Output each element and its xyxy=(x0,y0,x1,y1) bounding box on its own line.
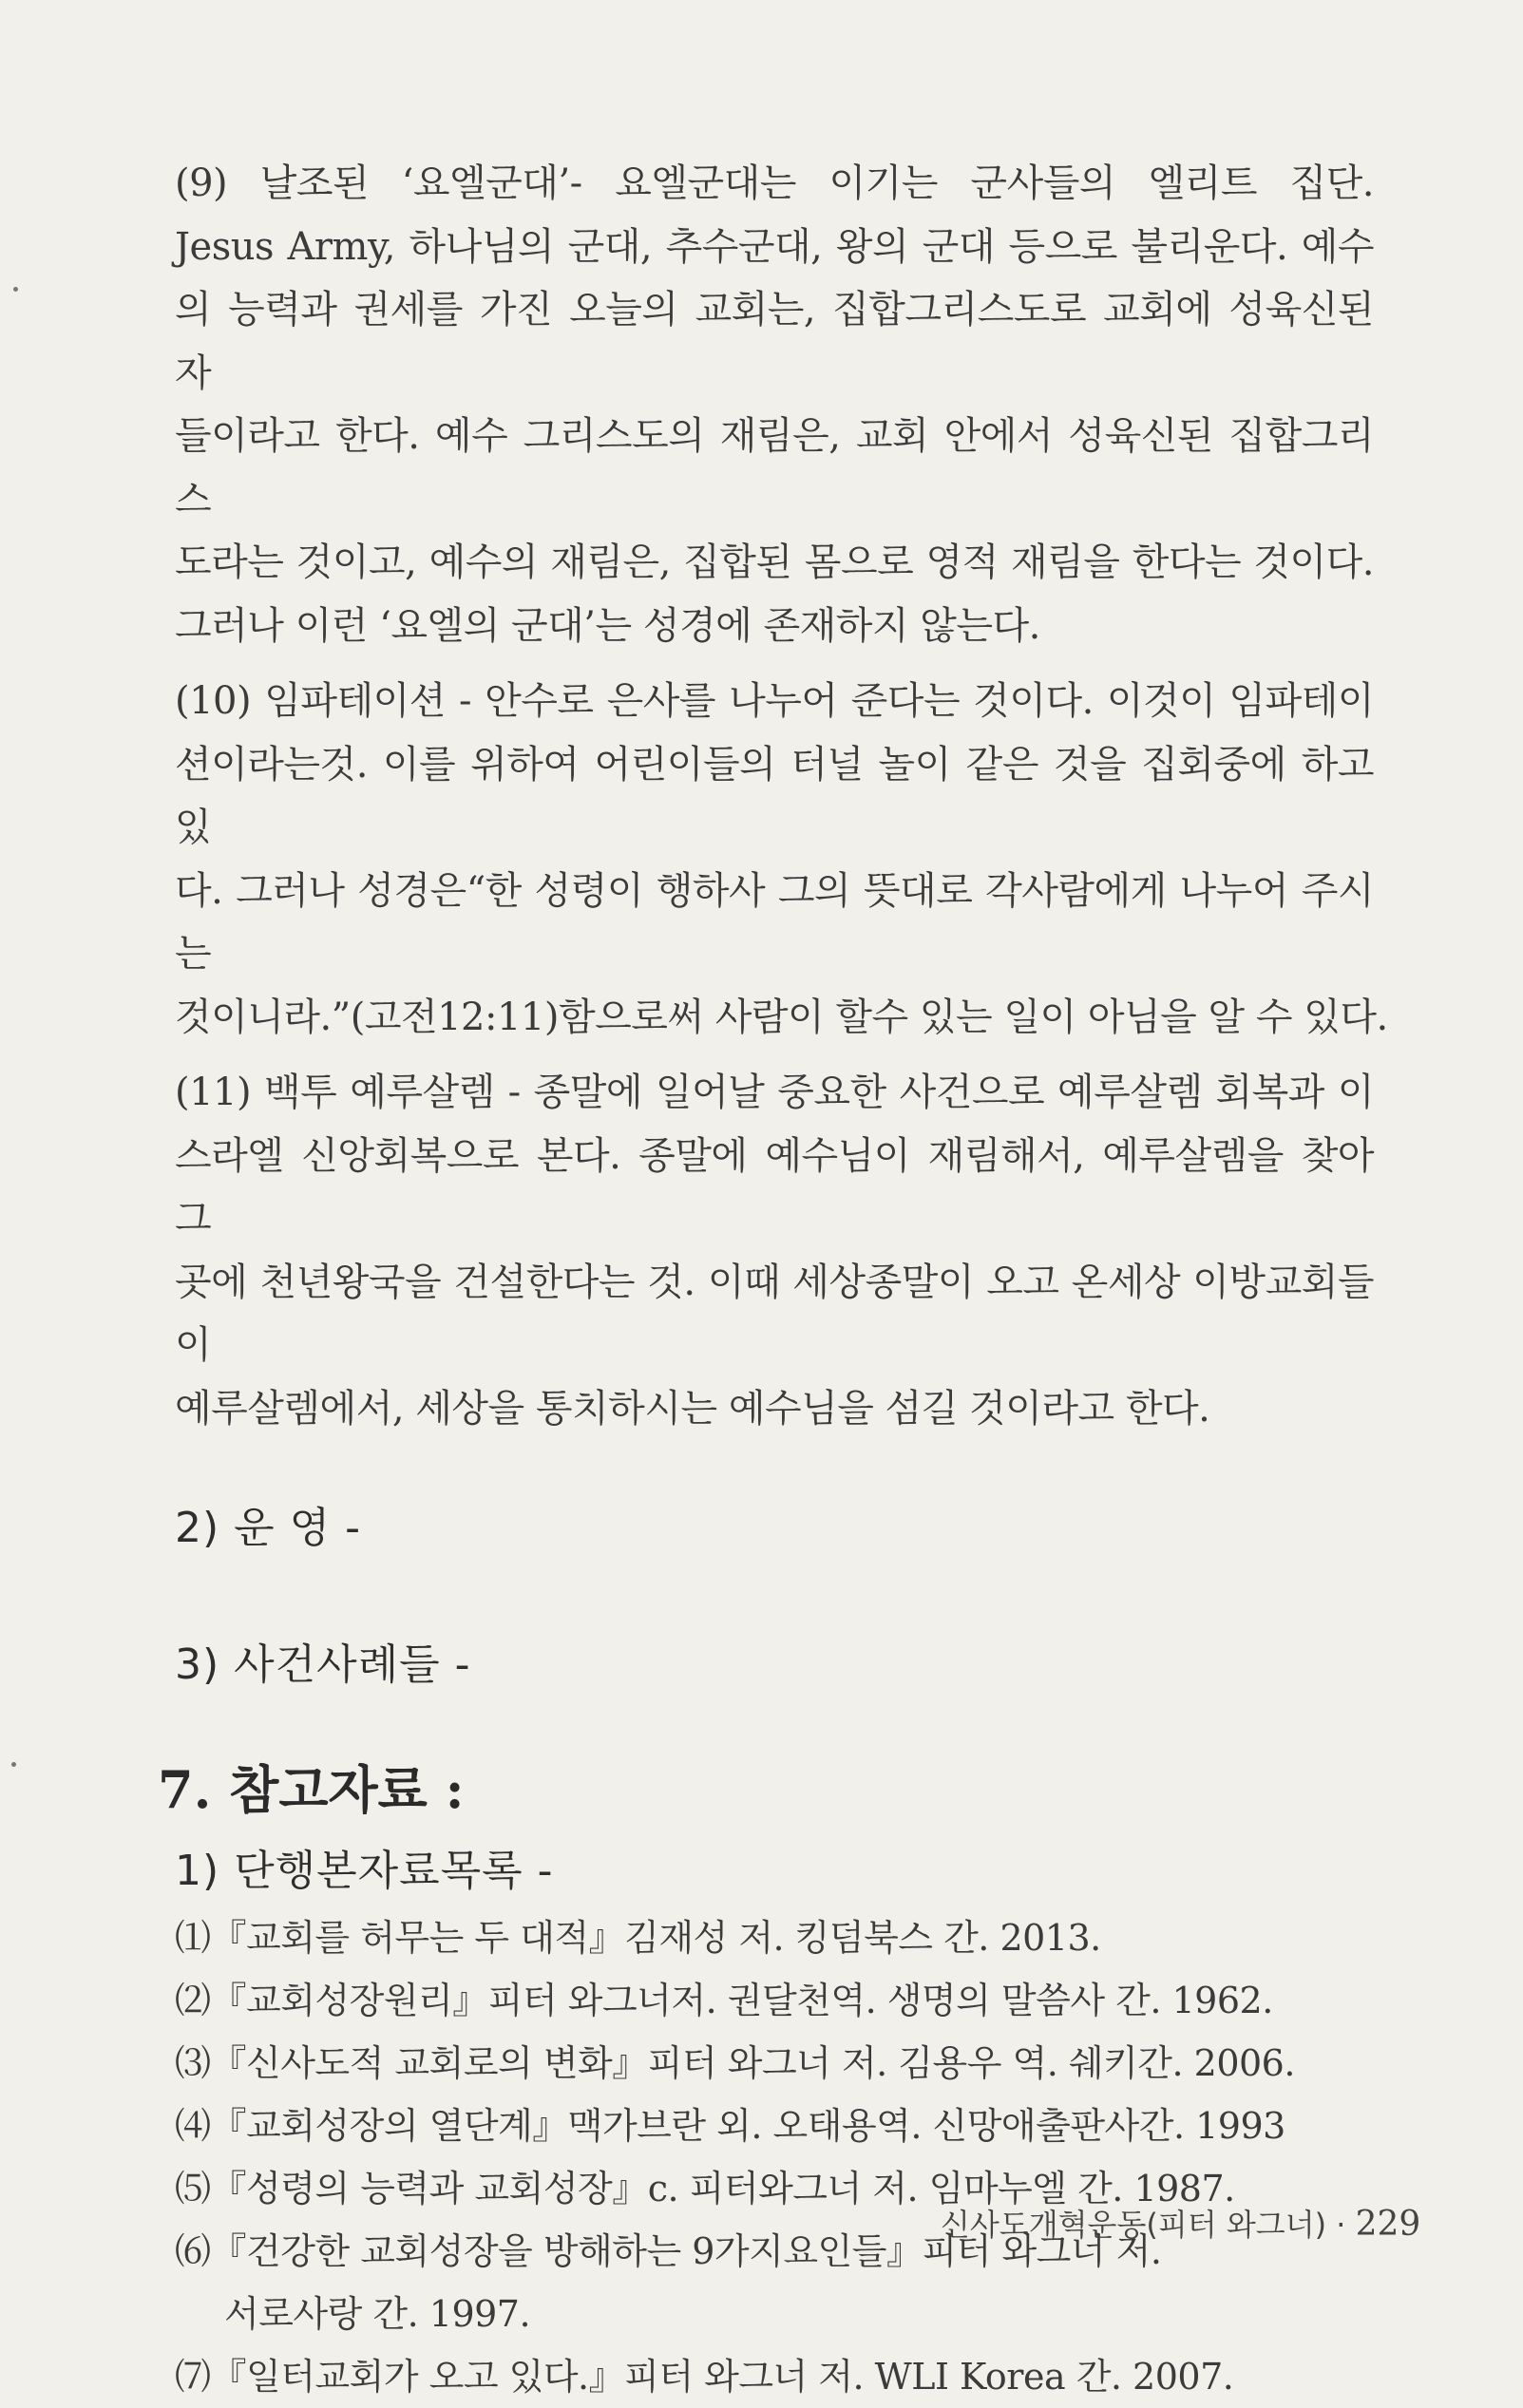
page-footer xyxy=(941,2201,1421,2245)
text-line: 그러나 이런 ‘요엘의 군대’는 성경에 존재하지 않는다. xyxy=(175,603,1040,648)
running-title: 신사도개혁운동(피터 와그너) xyxy=(941,2207,1327,2243)
heading-monographs: 1) 단행본자료목록 - xyxy=(175,1847,554,1895)
text-line: (9) 날조된 ‘요엘군대’- 요엘군대는 이기는 군사들의 엘리트 집단. xyxy=(175,161,1374,205)
reference-item: ⑷『교회성장의 열단계』맥가브란 외. 오태용역. 신망애출판사간. 1993 xyxy=(175,2105,1285,2147)
reference-continuation: 서로사랑 간. 1997. xyxy=(224,2293,531,2335)
text-line: 스라엘 신앙회복으로 본다. 종말에 예수님이 재림해서, 예루살렘을 찾아 그 xyxy=(175,1133,1374,1241)
reference-item: ⑴『교회를 허무는 두 대적』김재성 저. 킹덤북스 간. 2013. xyxy=(175,1917,1101,1959)
heading-references: 7. 참고자료 : xyxy=(158,1759,465,1820)
text-line: 도라는 것이고, 예수의 재림은, 집합된 몸으로 영적 재림을 한다는 것이다. xyxy=(175,540,1374,584)
text-line: (11) 백투 예루살렘 - 종말에 일어날 중요한 사건으로 예루살렘 회복과 이 xyxy=(175,1071,1374,1114)
text-line: 것이니라.”(고전12:11)함으로써 사람이 할수 있는 일이 아님을 알 수 있다. xyxy=(175,995,1388,1039)
text-line: 예루살렘에서, 세상을 통치하시는 예수님을 섬길 것이라고 한다. xyxy=(175,1386,1210,1431)
paragraph xyxy=(175,1061,1374,1440)
reference-item: ⑺『일터교회가 오고 있다.』피터 와그너 저. WLI Korea 간. 2007. xyxy=(175,2356,1234,2398)
text-line: Jesus Army, 하나님의 군대, 추수군대, 왕의 군대 등으로 불리운다. 예수 xyxy=(175,224,1374,269)
heading-cases: 3) 사건사례들 - xyxy=(175,1640,471,1689)
paragraph xyxy=(175,670,1388,1049)
text-line: 의 능력과 권세를 가진 오늘의 교회는, 집합그리스도로 교회에 성육신된 자 xyxy=(175,288,1374,395)
footer-separator: · xyxy=(1336,2207,1346,2243)
text-line: 들이라고 한다. 예수 그리스도의 재림은, 교회 안에서 성육신된 집합그리스 xyxy=(175,414,1374,521)
scan-speck xyxy=(13,287,18,292)
text-line: 다. 그러나 성경은“한 성령이 행하사 그의 뜻대로 각사람에게 나누어 주시는 xyxy=(175,868,1374,976)
page-number: 229 xyxy=(1355,2205,1421,2244)
reference-item: ⑹『건강한 교회성장을 방해하는 9가지요인들』피터 와그너 저. xyxy=(175,2230,1162,2272)
reference-list xyxy=(175,1906,1374,2408)
heading-operation: 2) 운 영 - xyxy=(175,1504,362,1552)
text-line: 곳에 천년왕국을 건설한다는 것. 이때 세상종말이 오고 온세상 이방교회들이 xyxy=(175,1260,1374,1367)
text-line: (10) 임파테이션 - 안수로 은사를 나누어 준다는 것이다. 이것이 임파테이 xyxy=(175,679,1374,723)
reference-item: ⑶『신사도적 교회로의 변화』피터 와그너 저. 김용우 역. 쉐키간. 2006. xyxy=(175,2042,1295,2084)
body-text xyxy=(175,152,1388,1440)
reference-item: ⑵『교회성장원리』피터 와그너저. 권달천역. 생명의 말씀사 간. 1962. xyxy=(175,1980,1273,2021)
text-line: 션이라는것. 이를 위하여 어린이들의 터널 놀이 같은 것을 집회중에 하고 있 xyxy=(175,742,1374,849)
scan-speck xyxy=(11,1762,16,1767)
reference-item: ⑸『성령의 능력과 교회성장』c. 피터와그너 저. 임마누엘 간. 1987. xyxy=(175,2168,1235,2209)
paragraph xyxy=(175,152,1374,657)
